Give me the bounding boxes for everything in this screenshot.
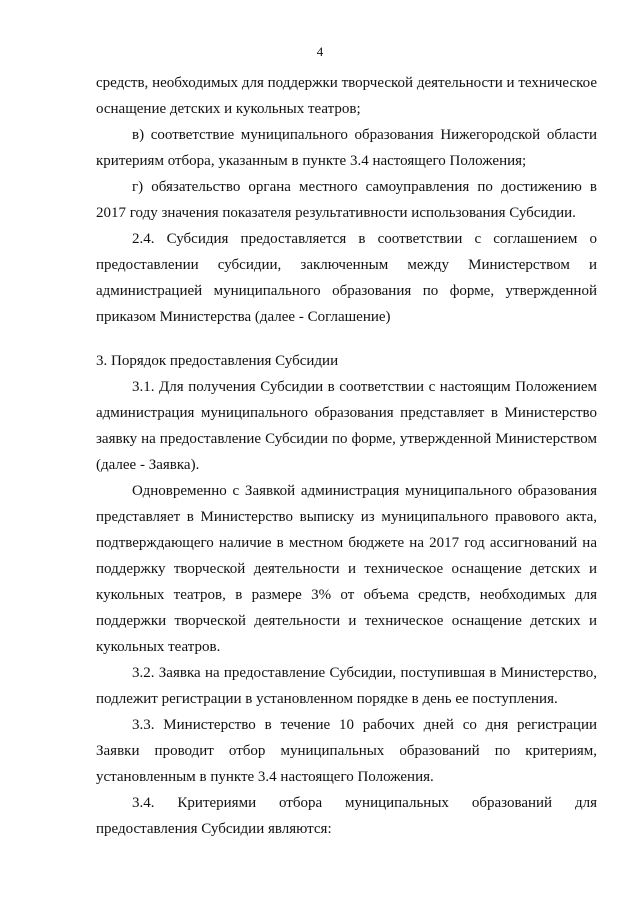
section-heading: 3. Порядок предоставления Субсидии [96, 353, 339, 369]
paragraph-item-g: г) обязательство органа местного самоуправления по достижению в 2017 году значения показателя результативности использования Субсидии. [96, 179, 597, 221]
paragraph-3-3: 3.3. Министерство в течение 10 рабочих дней со дня регистрации Заявки проводит отбор муниципальных образований по критериям, установленным в пункте 3.4 настоящего Положения. [96, 717, 597, 785]
paragraph-item-v: в) соответствие муниципального образования Нижегородской области критериям отбора, указанным в пункте 3.4 настоящего Положения; [96, 127, 597, 169]
paragraph-3-2: 3.2. Заявка на предоставление Субсидии, поступившая в Министерство, подлежит регистрации в установленном порядке в день ее поступления. [96, 665, 597, 707]
paragraph-simultaneously: Одновременно с Заявкой администрация муниципального образования представляет в Министерство выписку из муниципального правового акта, подтверждающего наличие в местном бюджете на 2017 год ассигнований на поддержку творческой деятельности и техническое оснащение детских и кукольных театров, в размере 3% от объема средств, необходимых для поддержки творческой деятельности и техническое оснащение детских и кукольных театров. [96, 483, 597, 655]
document-body [96, 70, 597, 842]
paragraph-3-1: 3.1. Для получения Субсидии в соответствии с настоящим Положением администрация муниципального образования представляет в Министерство заявку на предоставление Субсидии по форме, утвержденной Министерством (далее - Заявка). [96, 379, 597, 473]
paragraph-3-4: 3.4. Критериями отбора муниципальных образований для предоставления Субсидии являются: [96, 795, 597, 837]
paragraph-continuation: средств, необходимых для поддержки творческой деятельности и техническое оснащение детских и кукольных театров; [96, 75, 597, 117]
paragraph-2-4: 2.4. Субсидия предоставляется в соответствии с соглашением о предоставлении субсидии, заключенным между Министерством и администрацией муниципального образования по форме, утвержденной приказом Министерства (далее - Соглашение) [96, 231, 597, 325]
page-number: 4 [316, 44, 324, 59]
